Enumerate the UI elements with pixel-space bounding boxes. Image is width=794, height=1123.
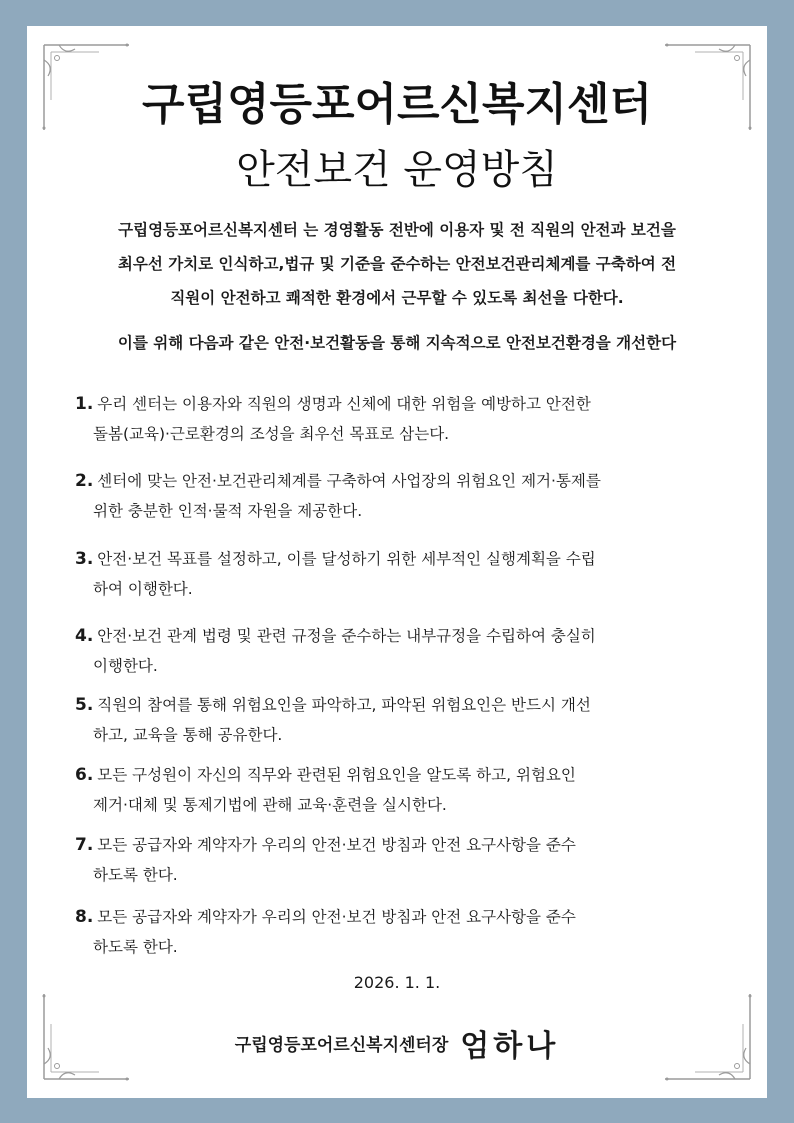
- item-text-continued: 하고, 교육을 통해 공유한다.: [93, 726, 283, 744]
- item-number: 8.: [75, 907, 94, 927]
- document-date: 2026. 1. 1.: [353, 973, 441, 992]
- signature-name: 엄하나: [460, 1029, 560, 1064]
- intro-line: 구립영등포어르신복지센터 는 경영활동 전반에 이용자 및 전 직원의 안전과 보건을: [118, 221, 676, 239]
- policy-item-7: [75, 830, 735, 890]
- item-number: 1.: [75, 394, 94, 414]
- item-number: 3.: [75, 549, 94, 569]
- item-text: 모든 공급자와 계약자가 우리의 안전·보건 방침과 안전 요구사항을 준수: [97, 836, 576, 854]
- item-number: 5.: [75, 695, 94, 715]
- item-text: 모든 구성원이 자신의 직무와 관련된 위험요인을 알도록 하고, 위험요인: [97, 766, 576, 784]
- intro-line: 직원이 안전하고 쾌적한 환경에서 근무할 수 있도록 최선을 다한다.: [170, 289, 624, 307]
- policy-item-5: [75, 690, 735, 750]
- item-number: 4.: [75, 626, 94, 646]
- intro-paragraph: [47, 213, 747, 315]
- intro-line: 최우선 가치로 인식하고,법규 및 기준을 준수하는 안전보건관리체계를 구축하여 전: [117, 255, 677, 273]
- document-title-organization: 구립영등포어르신복지센터: [141, 79, 653, 130]
- intro-statement: 이를 위해 다음과 같은 안전·보건활동을 통해 지속적으로 안전보건환경을 개선한다: [117, 334, 677, 352]
- policy-document: [27, 26, 767, 1098]
- policy-item-6: [75, 760, 735, 820]
- policy-item-1: [75, 389, 735, 449]
- item-text: 안전·보건 목표를 설정하고, 이를 달성하기 위한 세부적인 실행계획을 수립: [97, 550, 596, 568]
- signature-organization: 구립영등포어르신복지센터장: [234, 1035, 449, 1056]
- item-text-continued: 하여 이행한다.: [93, 580, 193, 598]
- item-text: 모든 공급자와 계약자가 우리의 안전·보건 방침과 안전 요구사항을 준수: [97, 908, 576, 926]
- item-text-continued: 이행한다.: [93, 657, 158, 675]
- item-text-continued: 위한 충분한 인적·물적 자원을 제공한다.: [93, 502, 363, 520]
- item-number: 2.: [75, 471, 94, 491]
- item-text: 안전·보건 관계 법령 및 관련 규정을 준수하는 내부규정을 수립하여 충실히: [97, 627, 596, 645]
- signature-block: [27, 1021, 767, 1065]
- item-number: 7.: [75, 835, 94, 855]
- document-title-policy: 안전보건 운영방침: [236, 147, 558, 193]
- policy-item-3: [75, 544, 735, 604]
- item-text: 직원의 참여를 통해 위험요인을 파악하고, 파악된 위험요인은 반드시 개선: [97, 696, 591, 714]
- item-text-continued: 하도록 한다.: [93, 938, 178, 956]
- item-text-continued: 제거·대체 및 통제기법에 관해 교육·훈련을 실시한다.: [93, 796, 447, 814]
- policy-item-2: [75, 466, 735, 526]
- item-text-continued: 하도록 한다.: [93, 866, 178, 884]
- item-text: 우리 센터는 이용자와 직원의 생명과 신체에 대한 위험을 예방하고 안전한: [97, 395, 591, 413]
- item-number: 6.: [75, 765, 94, 785]
- item-text-continued: 돌봄(교육)·근로환경의 조성을 최우선 목표로 삼는다.: [93, 425, 450, 443]
- item-text: 센터에 맞는 안전·보건관리체계를 구축하여 사업장의 위험요인 제거·통제를: [97, 472, 601, 490]
- policy-item-4: [75, 621, 735, 681]
- policy-item-8: [75, 902, 735, 962]
